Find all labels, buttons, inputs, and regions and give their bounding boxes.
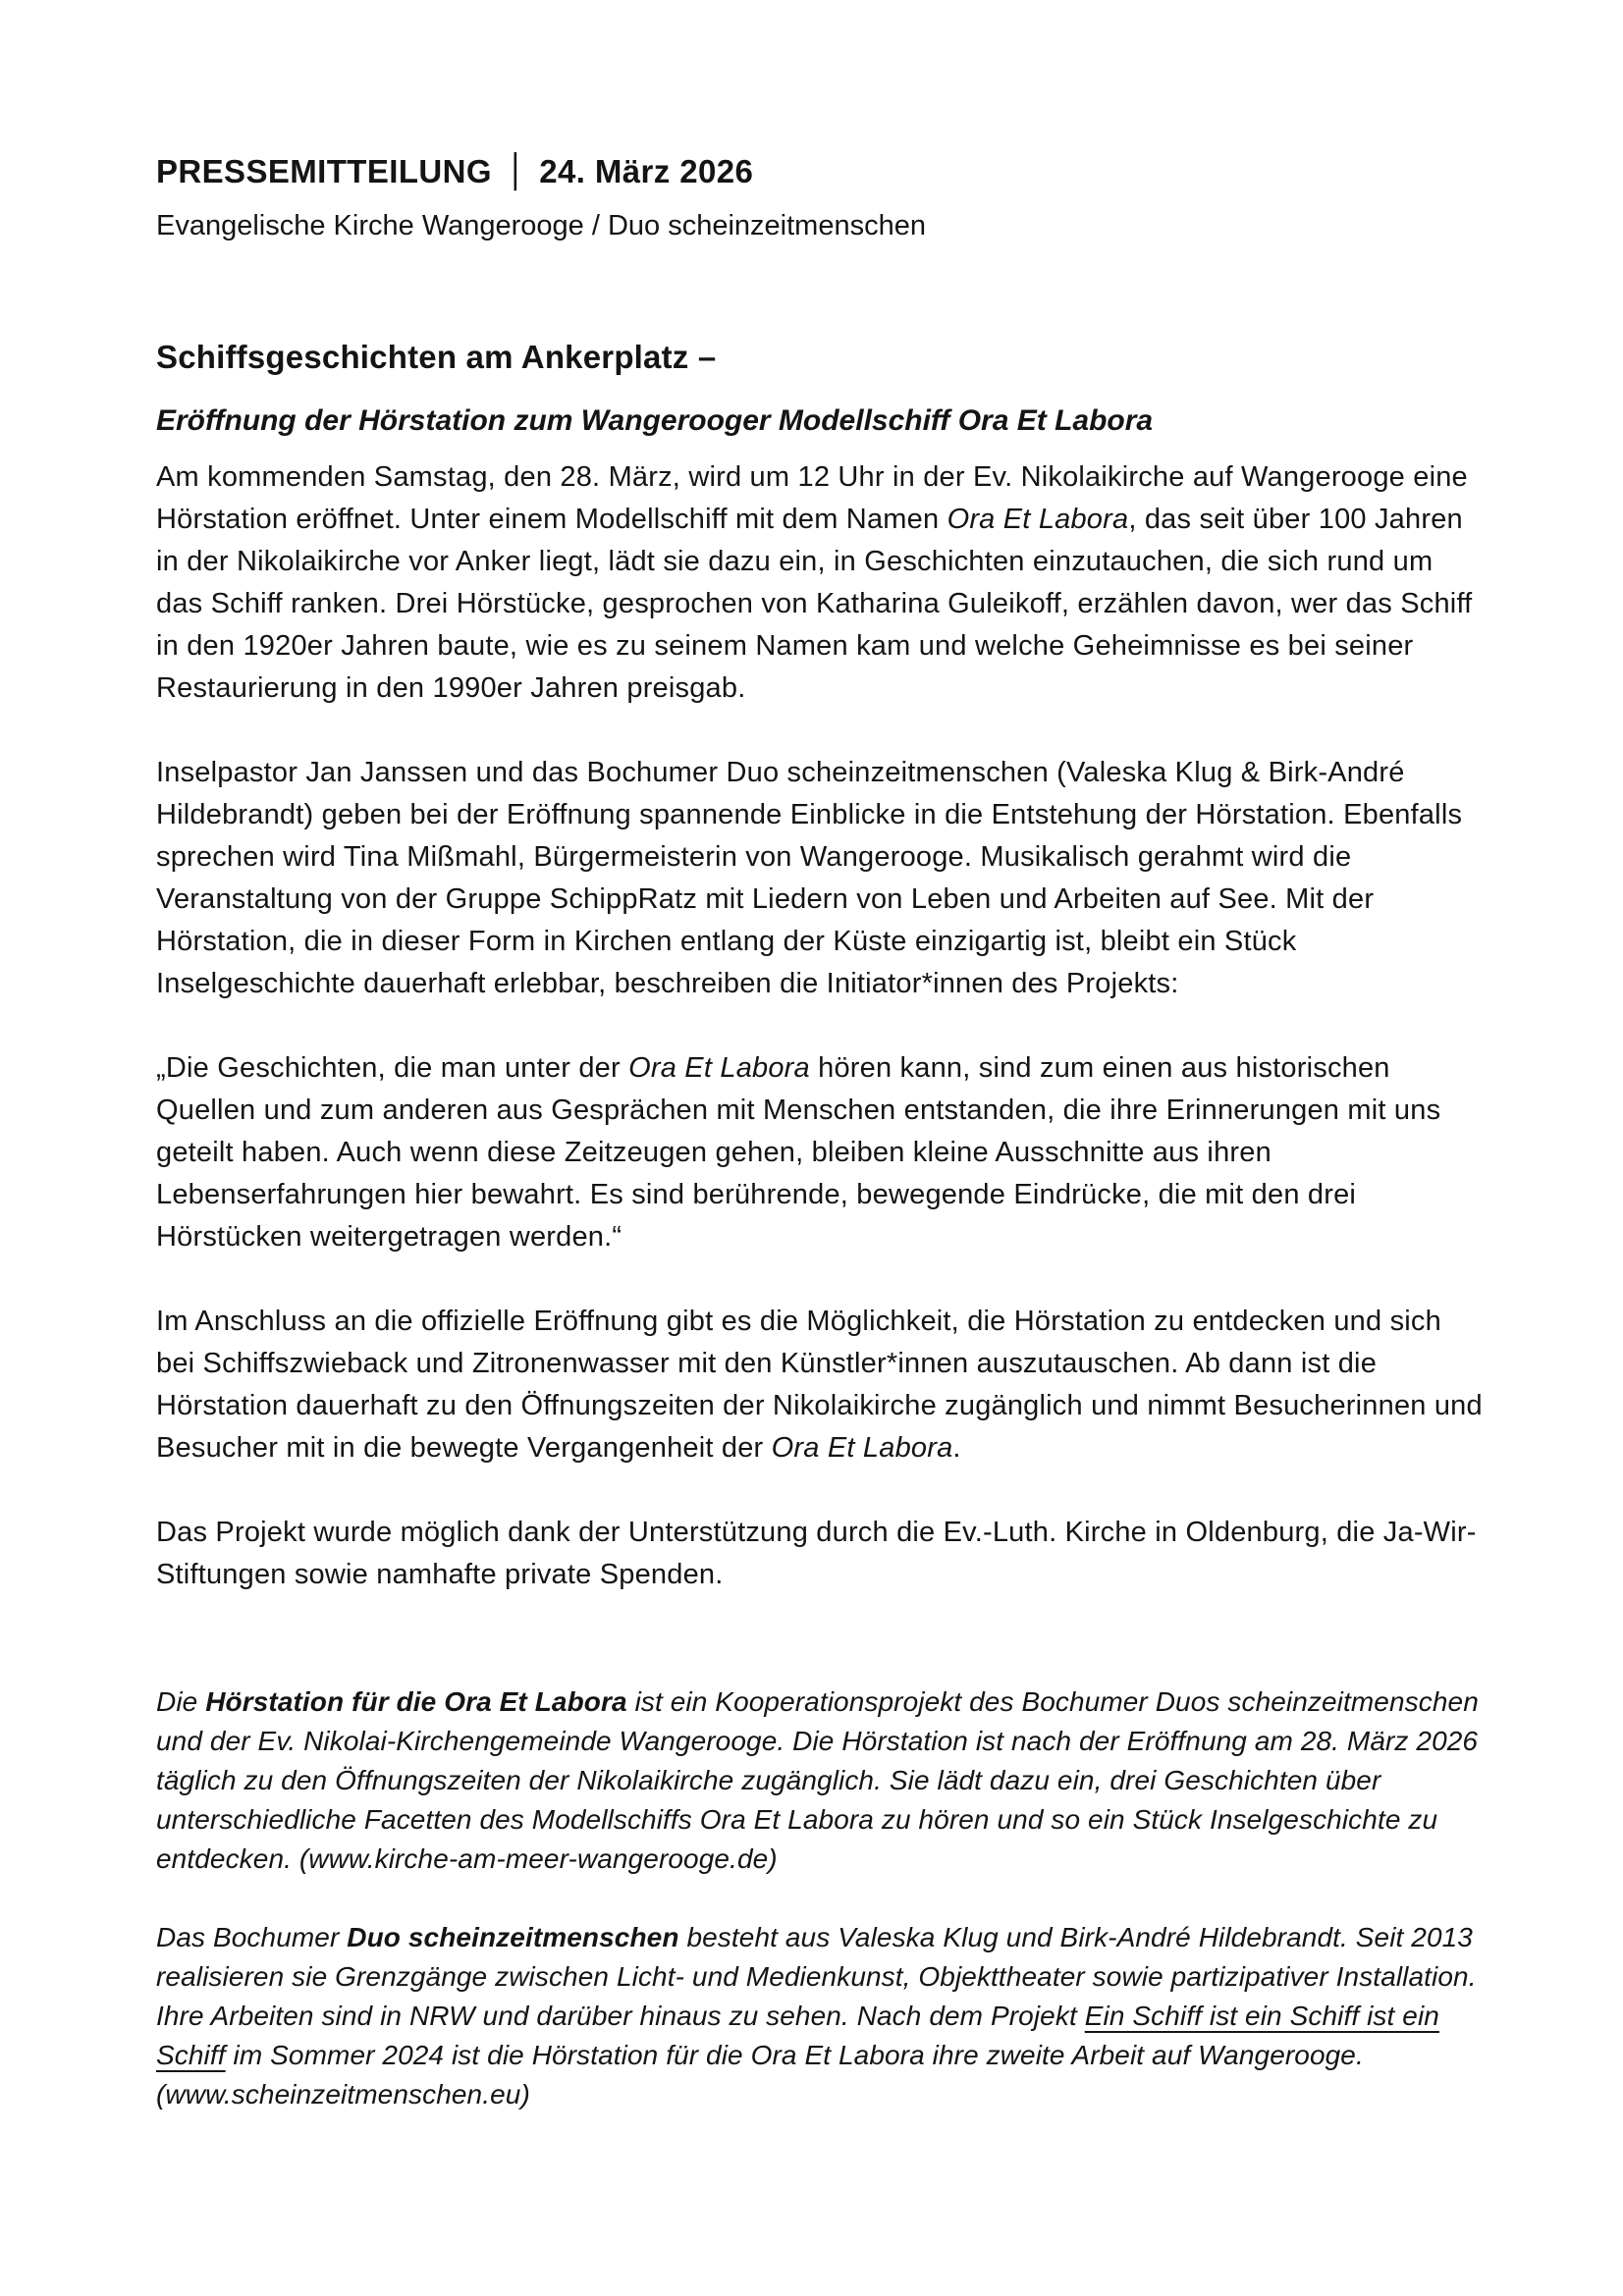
- paragraph-4: [156, 1301, 1484, 1469]
- title-separator-bar: │: [505, 152, 526, 190]
- bold-text-run: Hörstation für die Ora Et Labora: [205, 1686, 627, 1717]
- page-title: [156, 152, 1484, 191]
- text-run: , das seit über 100 Jahren in der Nikolaikirche vor Anker liegt, lädt sie dazu ein, in Geschichten einzutauchen, die sich rund um das Schiff ranken. Drei Hörstücke, gesprochen von Katharina Guleikoff, erzählen davon, wer das Schiff in den 1920er Jahren baute, wie es zu seinem Namen kam und welche Geheimnisse es bei seiner Restaurierung in den 1990er Jahren preisgab.: [156, 504, 1473, 704]
- text-run: Inselpastor Jan Janssen und das Bochumer Duo scheinzeitmenschen (Valeska Klug & Birk-André Hildebrandt) geben bei der Eröffnung spannende Einblicke in die Entstehung der Hörstation. Ebenfalls sprechen wird Tina Mißmahl, Bürgermeisterin von Wangerooge. Musikalisch gerahmt wird die Veranstaltung von der Gruppe SchippRatz mit Liedern von Leben und Arbeiten auf See. Mit der Hörstation, die in dieser Form in Kirchen entlang der Küste einzigartig ist, bleibt ein Stück Inselgeschichte dauerhaft erlebbar, beschreiben die Initiator*innen des Projekts:: [156, 757, 1463, 999]
- title-date: 24. März 2026: [539, 153, 754, 189]
- text-run: „Die Geschichten, die man unter der: [156, 1052, 629, 1084]
- italic-text-run: Ora Et Labora: [771, 1432, 953, 1464]
- paragraph-5: [156, 1512, 1484, 1596]
- text-run: besteht aus Valeska Klug und Birk-André Hildebrandt. Seit 2013 realisieren sie Grenzgänge zwischen Licht- und Medienkunst, Objekttheater sowie partizipativer Installation. Ihre Arbeiten sind in NRW und darüber hinaus zu sehen. Nach dem Projekt: [156, 1922, 1477, 2031]
- italic-text-run: Ora Et Labora: [628, 1052, 810, 1084]
- header: [156, 152, 1484, 243]
- text-run: Im Anschluss an die offizielle Eröffnung gibt es die Möglichkeit, die Hörstation zu entdecken und sich bei Schiffszwieback und Zitronenwasser mit den Künstler*innen auszutauschen. Ab dann ist die Hörstation dauerhaft zu den Öffnungszeiten der Nikolaikirche zugänglich und nimmt Besucherinnen und Besucher mit in die bewegte Vergangenheit der: [156, 1306, 1483, 1464]
- paragraph-2: [156, 752, 1484, 1005]
- text-run: Das Projekt wurde möglich dank der Unterstützung durch die Ev.-Luth. Kirche in Oldenburg, die Ja-Wir-Stiftungen sowie namhafte private Spenden.: [156, 1517, 1477, 1590]
- text-run: .: [952, 1432, 961, 1464]
- paragraph-6: [156, 1682, 1484, 1879]
- italic-text-run: Ora Et Labora: [947, 504, 1129, 535]
- text-run: hören kann, sind zum einen aus historischen Quellen und zum anderen aus Gesprächen mit Menschen entstanden, die ihre Erinnerungen mit uns geteilt haben. Auch wenn diese Zeitzeugen gehen, bleiben kleine Ausschnitte aus ihren Lebenserfahrungen hier bewahrt. Es sind berührende, bewegende Eindrücke, die mit den drei Hörstücken weitergetragen werden.“: [156, 1052, 1441, 1253]
- bold-text-run: Duo scheinzeitmenschen: [347, 1922, 679, 1952]
- text-run: Am kommenden Samstag, den 28. März, wird um 12 Uhr in der Ev. Nikolaikirche auf Wangerooge eine Hörstation eröffnet. Unter einem Modellschiff mit dem Namen: [156, 461, 1468, 535]
- article: [156, 338, 1484, 2114]
- text-run: im Sommer 2024 ist die Hörstation für die Ora Et Labora ihre zweite Arbeit auf Wangerooge. (www.scheinzeitmenschen.eu): [156, 2040, 1364, 2109]
- article-subheading: Eröffnung der Hörstation zum Wangerooger Modellschiff Ora Et Labora: [156, 404, 1154, 437]
- text-run: Die: [156, 1686, 206, 1717]
- underlined-text-run: Ein Schiff ist ein Schiff ist ein Schiff: [156, 2001, 1439, 2070]
- subtitle: Evangelische Kirche Wangerooge / Duo scheinzeitmenschen: [156, 210, 926, 241]
- article-heading: Schiffsgeschichten am Ankerplatz –: [156, 339, 717, 375]
- paragraph-7: [156, 1918, 1484, 2114]
- paragraph-1: [156, 456, 1484, 710]
- page-content: [156, 152, 1484, 2114]
- text-run: ist ein Kooperationsprojekt des Bochumer Duos scheinzeitmenschen und der Ev. Nikolai-Kirchengemeinde Wangerooge. Die Hörstation ist nach der Eröffnung am 28. März 2026 täglich zu den Öffnungszeiten der Nikolaikirche zugänglich. Sie lädt dazu ein, drei Geschichten über unterschiedliche Facetten des Modellschiffs Ora Et Labora zu hören und so ein Stück Inselgeschichte zu entdecken. (www.kirche-am-meer-wangerooge.de): [156, 1686, 1479, 1874]
- paragraph-3: [156, 1047, 1484, 1258]
- article-body: [156, 456, 1484, 2114]
- title-label: PRESSEMITTEILUNG: [156, 153, 492, 189]
- text-run: Das Bochumer: [156, 1922, 348, 1952]
